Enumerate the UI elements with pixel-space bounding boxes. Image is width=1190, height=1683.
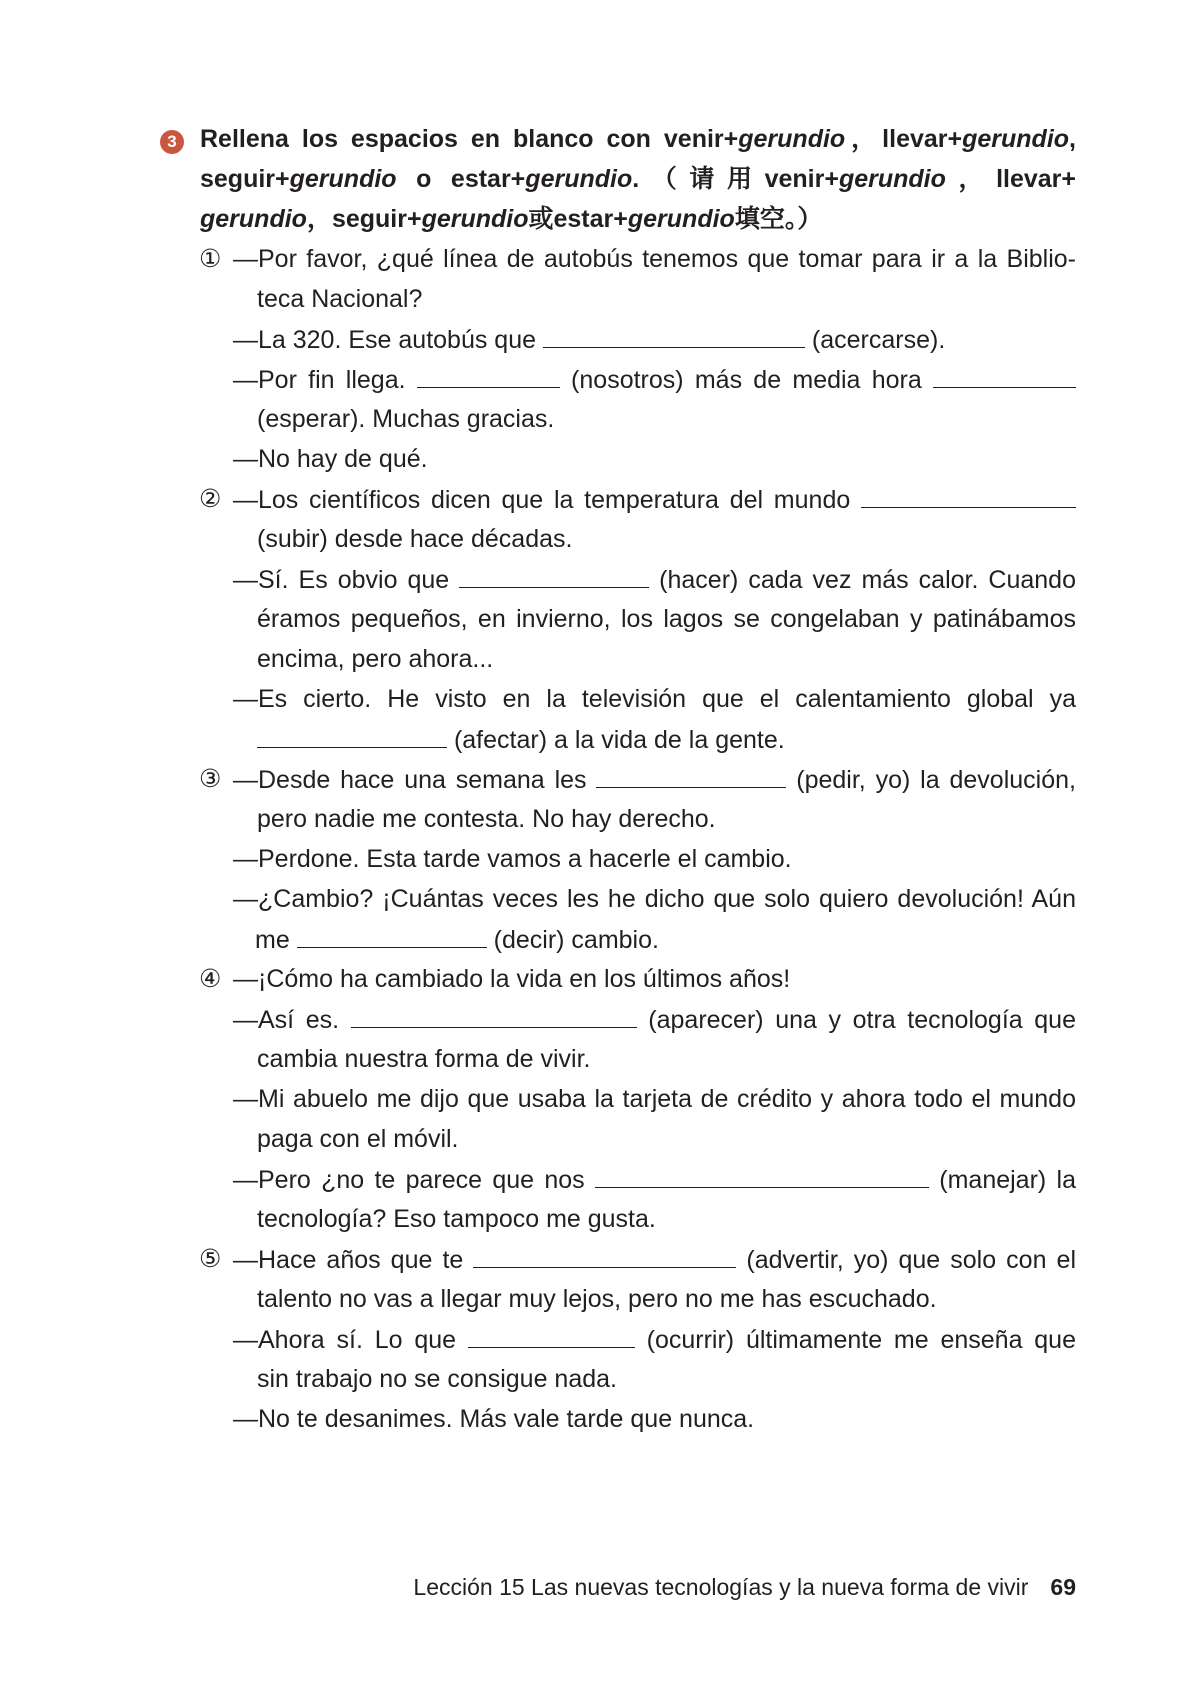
dialogue-line	[257, 1199, 1076, 1239]
instruction-text: 或estar+	[528, 205, 628, 233]
instruction-italic: gerundio	[627, 205, 735, 233]
instruction-text: Rellena los espacios en blanco con venir+	[200, 125, 739, 153]
fill-in-blank[interactable]	[351, 999, 637, 1028]
page-number: 69	[1050, 1574, 1076, 1600]
dialogue-text: —¡Cómo ha cambiado la vida en los últimos años!	[233, 965, 791, 993]
dialogue-text: —La 320. Ese autobús que	[233, 326, 543, 354]
instruction-line	[200, 159, 1076, 199]
dialogue-text: —¿Cambio? ¡Cuántas veces les he dicho que solo quiero devolución! Aún	[233, 885, 1076, 913]
dialogue-line	[257, 799, 1076, 839]
dialogue-text: —No te desanimes. Más vale tarde que nunca.	[233, 1405, 755, 1433]
dialogue-text: (manejar) la	[928, 1166, 1076, 1194]
dialogue-text: (decir) cambio.	[486, 926, 659, 954]
instruction-text: ，llevar+	[845, 125, 963, 153]
dialogue-line	[233, 319, 1076, 359]
fill-in-blank[interactable]	[473, 1239, 736, 1268]
lesson-title: Lección 15 Las nuevas tecnologías y la nueva forma de vivir	[413, 1574, 1029, 1600]
dialogue-line	[233, 1319, 1076, 1359]
dialogue-text: (ocurrir) últimamente me enseña que	[634, 1326, 1076, 1354]
dialogue-line	[233, 1159, 1076, 1199]
instruction-italic: gerundio	[525, 165, 633, 193]
dialogue-line	[233, 999, 1076, 1039]
fill-in-blank[interactable]	[417, 359, 560, 388]
dialogue-text: —Mi abuelo me dijo que usaba la tarjeta de crédito y ahora todo el mundo	[233, 1085, 1076, 1113]
dialogue-text: me	[255, 926, 297, 954]
dialogue-line	[233, 559, 1076, 599]
instruction-italic: gerundio	[962, 125, 1070, 153]
dialogue-text: encima, pero ahora...	[257, 645, 494, 673]
dialogue-text: paga con el móvil.	[257, 1125, 459, 1153]
dialogue-line	[257, 1279, 1076, 1319]
dialogue-text: talento no vas a llegar muy lejos, pero no me has escuchado.	[257, 1285, 937, 1313]
dialogue-text: —Los científicos dicen que la temperatura del mundo	[233, 486, 861, 514]
dialogue-line	[233, 839, 1076, 879]
item-number: ②	[199, 485, 222, 513]
dialogue-line	[257, 1119, 1076, 1159]
dialogue-text: (advertir, yo) que solo con el	[736, 1246, 1077, 1274]
item-number: ③	[199, 765, 222, 793]
dialogue-text: —Perdone. Esta tarde vamos a hacerle el cambio.	[233, 845, 792, 873]
dialogue-text: (nosotros) más de media hora	[559, 366, 933, 394]
instruction-line	[200, 199, 1076, 239]
dialogue-text: (hacer) cada vez más calor. Cuando	[649, 566, 1076, 594]
instruction-italic: gerundio	[289, 165, 397, 193]
instruction-italic: gerundio	[738, 125, 846, 153]
instruction-text: .（请用venir+	[632, 165, 839, 193]
instruction-text: ,	[1069, 125, 1076, 153]
dialogue-line	[233, 479, 1076, 519]
dialogue-line	[233, 879, 1076, 919]
dialogue-text: —Por favor, ¿qué línea de autobús tenemos que tomar para ir a la Biblio-	[233, 245, 1076, 273]
dialogue-text: —Desde hace una semana les	[233, 766, 597, 794]
item-number: ④	[199, 965, 222, 993]
instruction-line	[200, 119, 1076, 159]
dialogue-line	[233, 959, 1076, 999]
dialogue-text: tecnología? Eso tampoco me gusta.	[257, 1205, 656, 1233]
dialogue-line	[233, 1399, 1076, 1439]
dialogue-text: —Ahora sí. Lo que	[233, 1326, 468, 1354]
dialogue-text: (esperar). Muchas gracias.	[257, 405, 555, 433]
dialogue-text: (subir) desde hace décadas.	[257, 525, 573, 553]
dialogue-text: cambia nuestra forma de vivir.	[257, 1045, 591, 1073]
item-number: ⑤	[199, 1245, 222, 1273]
dialogue-line	[233, 239, 1076, 279]
dialogue-line	[257, 519, 1076, 559]
dialogue-line	[257, 599, 1076, 639]
dialogue-line	[255, 919, 1076, 959]
dialogue-line	[257, 279, 1076, 319]
dialogue-text: —Por fin llega.	[233, 366, 417, 394]
dialogue-text: (pedir, yo) la devolución,	[786, 766, 1076, 794]
fill-in-blank[interactable]	[257, 719, 447, 748]
dialogue-line	[257, 719, 1076, 759]
dialogue-line	[233, 1239, 1076, 1279]
dialogue-line	[233, 679, 1076, 719]
dialogue-text: sin trabajo no se consigue nada.	[257, 1365, 617, 1393]
dialogue-text: (aparecer) una y otra tecnología que	[636, 1006, 1076, 1034]
instruction-text: o estar+	[396, 165, 526, 193]
dialogue-line	[233, 759, 1076, 799]
instruction-italic: gerundio	[200, 205, 307, 233]
dialogue-text: (acercarse).	[804, 326, 946, 354]
item-number: ①	[199, 245, 222, 273]
dialogue-text: —Así es.	[233, 1006, 351, 1034]
dialogue-text: —Es cierto. He visto en la televisión que el calentamiento global ya	[233, 685, 1076, 713]
instruction-text: ，llevar+	[945, 165, 1077, 193]
dialogue-text: teca Nacional?	[257, 285, 423, 313]
instruction-italic: gerundio	[421, 205, 529, 233]
dialogue-line	[233, 359, 1076, 399]
fill-in-blank[interactable]	[933, 359, 1076, 388]
dialogue-line	[257, 1359, 1076, 1399]
dialogue-text: éramos pequeños, en invierno, los lagos se congelaban y patinábamos	[257, 605, 1076, 633]
dialogue-line	[257, 399, 1076, 439]
dialogue-text: —Sí. Es obvio que	[233, 566, 460, 594]
instruction-italic: gerundio	[838, 165, 946, 193]
dialogue-line	[257, 639, 1076, 679]
fill-in-blank[interactable]	[595, 1159, 929, 1188]
exercise-number-badge: 3	[160, 130, 184, 154]
dialogue-line	[233, 1079, 1076, 1119]
instruction-text: seguir+	[200, 165, 290, 193]
dialogue-text: —Hace años que te	[233, 1246, 474, 1274]
dialogue-text: —No hay de qué.	[233, 445, 428, 473]
dialogue-text: pero nadie me contesta. No hay derecho.	[257, 805, 716, 833]
dialogue-text: —Pero ¿no te parece que nos	[233, 1166, 595, 1194]
dialogue-text: (afectar) a la vida de la gente.	[447, 726, 785, 754]
fill-in-blank[interactable]	[468, 1319, 635, 1348]
page-footer	[413, 1572, 1076, 1602]
fill-in-blank[interactable]	[459, 559, 649, 588]
instruction-text: ，seguir+	[306, 205, 422, 233]
dialogue-line	[257, 1039, 1076, 1079]
fill-in-blank[interactable]	[596, 759, 786, 788]
fill-in-blank[interactable]	[543, 319, 805, 348]
fill-in-blank[interactable]	[297, 919, 487, 948]
instruction-text: 填空。）	[734, 205, 823, 233]
dialogue-line	[233, 439, 1076, 479]
fill-in-blank[interactable]	[861, 479, 1076, 508]
